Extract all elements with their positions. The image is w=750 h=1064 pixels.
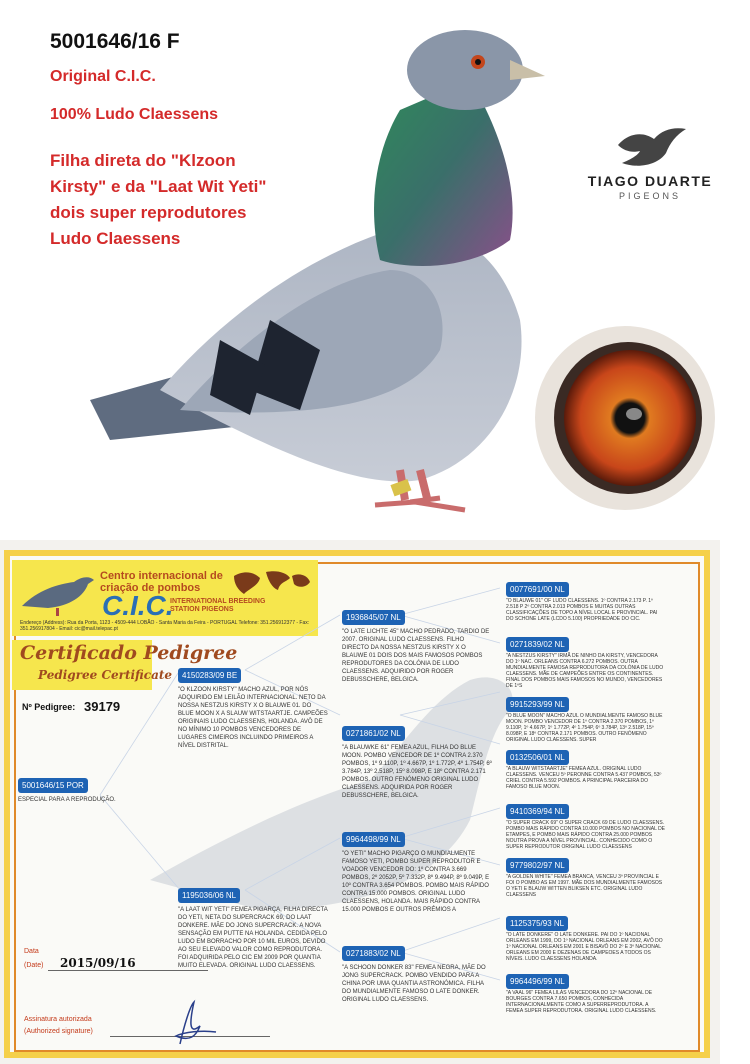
pedigree-gen4-text: "A BLAUW WITSTAARTJE" FEMEA AZUL. ORIGINAL LUDO CLAESSENS. VENCEU 5º PERONNE CONTRA 5.437 POMBOS, 53º CRIEL CONTRA 5.592 POMBOS. A PRINCIPAL PARCEIRA DO FAMOSO BLUE MOON.	[506, 766, 662, 790]
pedigree-gen4-text: "O SUPER CRACK 69" O SUPER CRACK 69 DE LUDO CLAESSENS. POMBO MAIS RÁPIDO CONTRA 10.000 POMBOS NO NACIONAL DE ETAMPES, E POMBO MAIS RÁPIDO CONTRA 25.000 POMBOS NOUTRA PROVA A NÍVEL PROVINCIAL. CONHECIDO COMO O SUPER REPRODUTOR ORIGINAL LUDO CLAESSENS	[506, 820, 666, 850]
org-title: Centro internacional de criação de pombos	[100, 570, 223, 594]
pedigree-ring-gen3: 0271861/02 NL	[342, 726, 405, 741]
org-address: Endereço (Address): Rua da Porta, 1123 - 4509-444 LOBÃO - Santa Maria da Feira - PORTUGAL Telefone: 351.256912377 - Fax: 351.256917804 - Email: cic@mail.telepac.pt	[20, 620, 310, 632]
pedigree-gen3-text: "A BLAUWKE 61" FEMEA AZUL, FILHA DO BLUE MOON. POMBO VENCEDOR DE 1º CONTRA 2.370 POMBOS, 1º 9.110P, 1º 4.667P, 1º 1.772P, 4º 1.754P, 6º 3.784P, 13º 2.518P, 15º 8.098P, E 18º CONTRA 2.171 POMBOS. OUTRO FENÓMENO ORIGINAL LUDO CLAESSENS. ADQUIRIDA POR ROGER DEBUSSCHERE, BELGICA.	[342, 745, 492, 799]
signature-label: Assinatura autorizada	[24, 1016, 92, 1023]
pedigree-ring-gen3: 9964498/99 NL	[342, 832, 405, 847]
pedigree-ring-gen3: 1936845/07 NL	[342, 610, 405, 625]
ring-number: 5001646/16 F	[50, 30, 180, 53]
pedigree-ring-gen4: 9964496/99 NL	[506, 974, 569, 989]
pedigree-ring-gen3: 0271883/02 NL	[342, 946, 405, 961]
date-label-en: (Date)	[24, 962, 44, 969]
pedigree-ring-gen4: 0077691/00 NL	[506, 582, 569, 597]
pedigree-gen3-text: "O LATE LICHTE 45" MACHO PEDRADO, TARDIO DE 2007. ORIGINAL LUDO CLAESSENS. FILHO DIRECTO DA NOSSA NESTZUS KIRSTY X O BLAUWE 01 DOIS DOS MAIS FAMOSOS POMBOS REPRODUTORES DA COLÓNIA DE LUDO CLAESSENS. ADQUIRIDO POR ROGER DEBUSSCHERE, BELGICA.	[342, 629, 490, 683]
date-label: Data	[24, 948, 39, 955]
brand-name: TIAGO DUARTE	[587, 173, 713, 189]
date-line	[48, 970, 208, 971]
lineage-line: 100% Ludo Claessens	[50, 106, 219, 123]
pigeon-photo	[70, 20, 550, 520]
eye-closeup-photo	[530, 318, 720, 518]
signature	[160, 996, 220, 1046]
brand-logo	[570, 125, 730, 225]
pedigree-subject-text: ESPECIAL PARA A REPRODUÇÃO.	[18, 797, 116, 803]
pedigree-ring-gen4: 9915293/99 NL	[506, 697, 569, 712]
pedigree-sire-text: "O KLZOON KIRSTY" MACHO AZUL, POR NÓS ADQUIRIDO EM LEILÃO INTERNACIONAL. NETO DA NOSSA NESTZUS KIRSTY X O BLAUWE 01. DO BLUE MOON X A SLAUW WITSTAARTJE. CAMPEÕES ORIGINAIS LUDO CLAESSENS, HOLANDA. AVÔ DE NO MÍNIMO 10 POMBOS VENCEDORES DE LUGARES CIMEIROS INCLUINDO PRIMEIROS A NÍVEL DISTRITAL.	[178, 687, 328, 749]
org-short: C.I.C.	[102, 590, 174, 621]
description-line: Kirsty" e da "Laat Wit Yeti"	[50, 177, 267, 196]
pedigree-ring-subject: 5001646/15 POR	[18, 778, 88, 793]
pedigree-gen3-text: "O YETI" MACHO PIGARÇO O MUNDIALMENTE FAMOSO YETI, POMBO SUPER REPRODUTOR E VOADOR VENCEDOR DO: 1º CONTRA 3.669 POMBOS, 2º 2052P, 5º 7.332P, 8º 9.494P, 8º 9.049P, E 10º CONTRA 3.654 POMBOS. POMBO MAIS RÁPIDO CONTRA 15.000 POMBOS. ORIGINAL LUDO CLAESSENS, HOLANDA. MAIS RÁPIDO CONTRA 15.000 POMBOS E OUTROS PRÉMIOS A	[342, 851, 490, 913]
pedigree-gen4-text: "A GOLDEN WHITE" FEMEA BRANCA, VENCEU 3º PROVINCIAL E FOI O POMBO AS EM 1997. MÃE DOS MUNDIALMENTE FAMOSOS O YETI E BLAUW WITTEN BLIKSEN ETC. ORIGINAL LUDO CLAESSENS	[506, 874, 663, 898]
pedigree-ring-gen4: 0271839/02 NL	[506, 637, 569, 652]
pedigree-gen4-text: "O BLUE MOON" MACHO AZUL O MUNDIALMENTE FAMOSO BLUE MOON. POMBO VENCEDOR DE 1º CONTRA 2.370 POMBOS, 1º 9.110P, 1º 4.667P, 1º 1.772P, 4º 1.754P, 6º 3.784P, 13º 2.518P, 15º 8.098P, E 18º CONTRA 2.171 POMBOS. OUTRO FENÓMENO ORIGINAL LUDO CLAESSENS. SUPER	[506, 713, 663, 743]
pedigree-ring-gen4: 9779802/97 NL	[506, 858, 569, 873]
certificate-title: Certificado Pedigree	[20, 642, 238, 664]
pedigree-ring-gen4: 1125375/93 NL	[506, 916, 568, 931]
description-line: Filha direta do "Klzoon	[50, 151, 236, 170]
description-line: dois super reprodutores	[50, 203, 247, 222]
pedigree-number: 39179	[84, 699, 121, 714]
pedigree-gen4-text: "O LATE DONKERE" O LATE DONKERE. PAI DO 1º NACIONAL ORLEANS EM 1999, DO 1º NACIONAL ORLEANS EM 2002, AVÔ DO 1º NACIONAL ORLEANS EM 2001 E BISAVÔ DO 2º E 3º NACIONAL ORLEANS EM 2000 E DEZENAS DE CAMPEOES A TODOS OS NÍVEIS. LUDO CLAESSENS HOLANDA.	[506, 932, 663, 962]
pedigree-dam-text: "A LAAT WIT YETI" FEMEA PIGARÇA, FILHA DIRECTA DO YETI, NETA DO SUPERCRACK 69, DO LAAT DONKERE. MÃE DO JONG SUPERCRACK. A NOVA SENSAÇÃO EM PUTTE NA HOLANDA. CEDIDA PELO LUDO EM BORRACHO POR 10 MIL EUROS, DEVIDO AO SEU ELEVADO VALOR COMO REPRODUTORA. FOI ADQUIRIDA PELO CIC EM 2009 POR QUANTIA MUITO ELEVADA. ORIGINAL LUDO CLAESSENS.	[178, 907, 328, 969]
pedigree-number-label: Nº Pedigree:	[22, 702, 76, 712]
description-line: Ludo Claessens	[50, 229, 181, 248]
brand-sub: PIGEONS	[618, 191, 681, 201]
pedigree-gen4-text: "A VAAL 96" FEMEA LILÁS VENCEDORA DO 12º NACIONAL DE BOURGES CONTRA 7.650 POMBOS, CONHECIDA INTERNACIONALMENTE COMO A SUPERREPRODUTORA. A FEMEA SUPER REPRODUTORA. ORIGINAL LUDO CLAESSENS.	[506, 990, 657, 1014]
pedigree-gen4-text: "O BLAUWE 01" OF LUDO CLAESSENS. 1º CONTRA 2.173 P. 1º 2.518 P 2º CONTRA 2.013 POMBOS E MUITAS OUTRAS CLASSIFICAÇÕES DE TOPO A NÍVEL LOCAL E PROVINCIAL. PAI DO SCHONE LATE (LCDO 5.100) PROPRIEDADE DO CIC.	[506, 598, 658, 622]
pedigree-ring-sire: 4150283/09 BE	[178, 668, 241, 683]
certificate-title-en: Pedigree Certificate	[38, 668, 173, 682]
signature-label-en: (Authorized signature)	[24, 1028, 93, 1035]
pedigree-ring-gen4: 9410369/94 NL	[506, 804, 569, 819]
pedigree-gen4-text: "A NESTZUS KIRSTY" IRMÃ DE NINHO DA KIRSTY, VENCEDORA DO 1º NAC. ORLEANS CONTRA 6.272 POMBOS. OUTRA MUNDIALMENTE FAMOSA REPRODUTORA DA COLÓNIA DE LUDO CLAESSENS. MÃE DE CAMPEÕES ENTRE OS CONTINENTES. FINAL DOS POMBOS MAIS FAMOSOS NO MUNDO, VENCEDORES DE 1ºS	[506, 653, 664, 689]
pedigree-ring-gen4: 0132506/01 NL	[506, 750, 569, 765]
dove-icon	[608, 125, 688, 171]
pedigree-ring-dam: 1195036/06 NL	[178, 888, 240, 903]
pedigree-gen3-text: "A SCHOON DONKER 83" FEMEA NEGRA, MÃE DO JONG SUPERCRACK. POMBO VENDIDO PARA A CHINA POR UMA QUANTIA ASTRONÓMICA. FILHA DO MUNDIALMENTE FAMOSO O LATE DONKER. ORIGINAL LUDO CLAESSENS.	[342, 965, 486, 1003]
org-subtitle: INTERNATIONAL BREEDING STATION PIGEONS	[170, 598, 266, 613]
date-value: 2015/09/16	[60, 956, 136, 970]
origin-line: Original C.I.C.	[50, 68, 156, 85]
